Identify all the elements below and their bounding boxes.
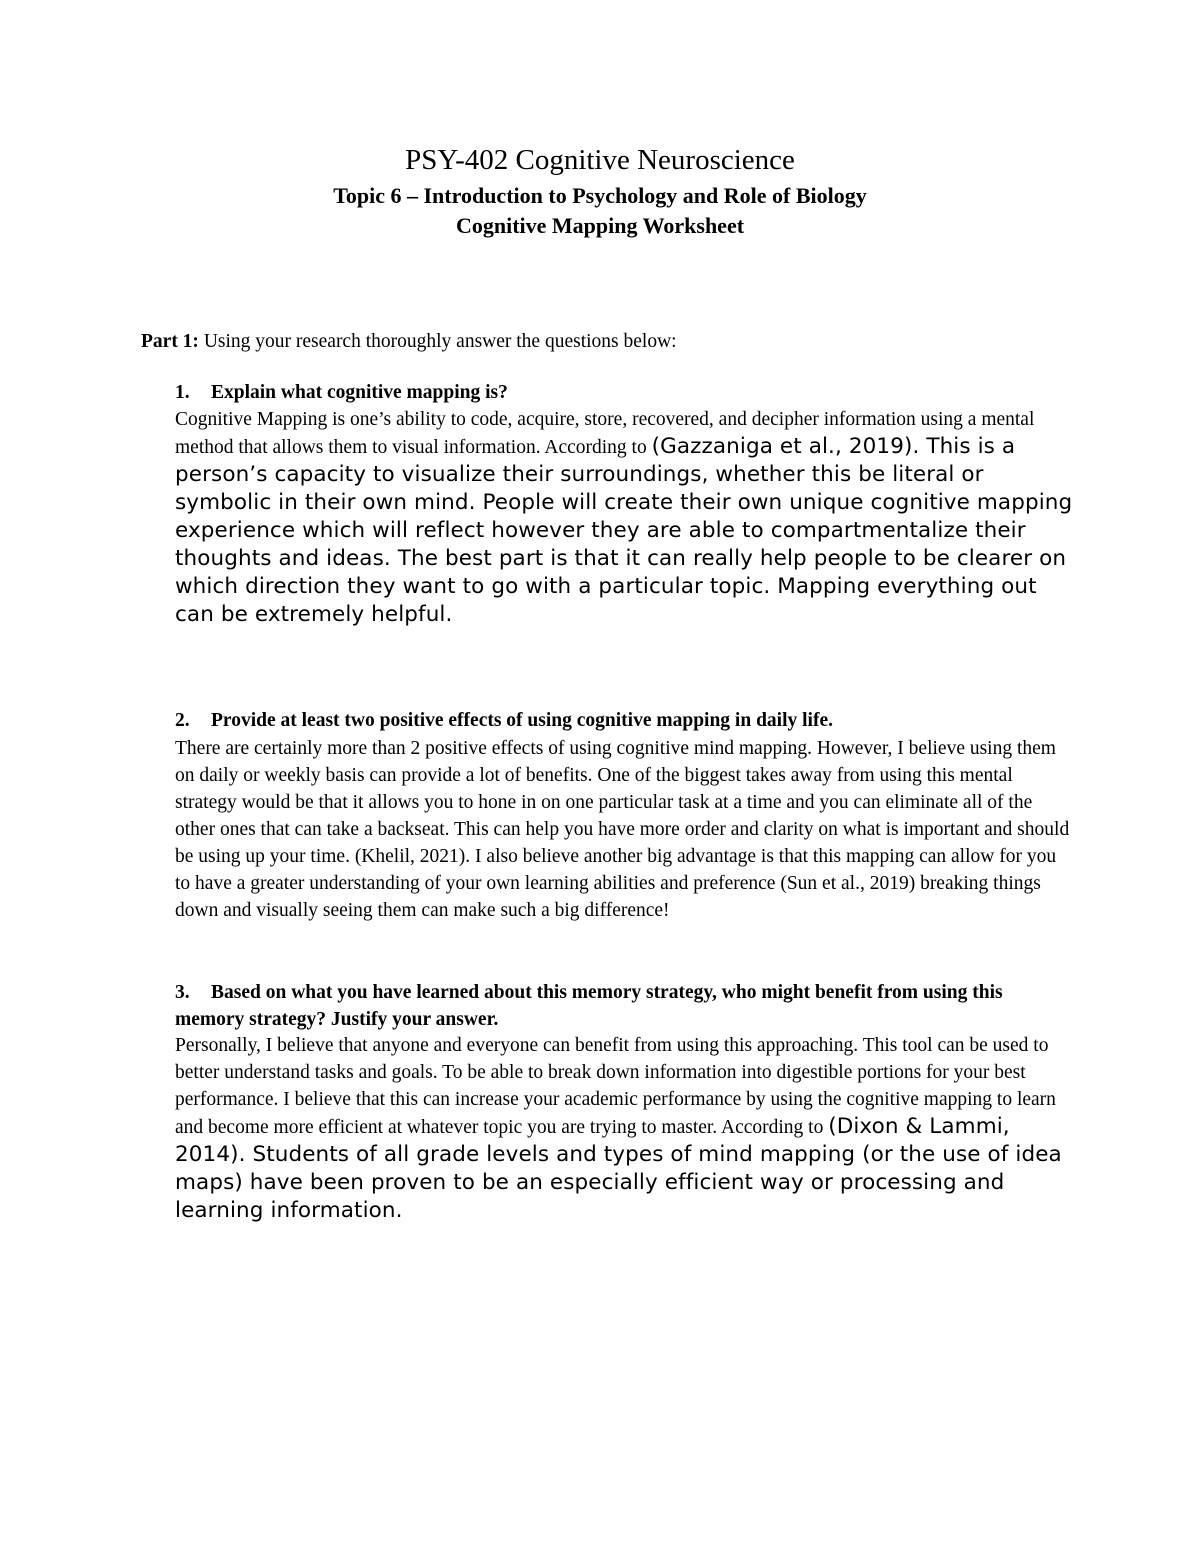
answer-3 [175, 1032, 1065, 1225]
part-1-label: Part 1: [141, 331, 199, 352]
question-3 [175, 979, 1055, 1033]
question-1 [175, 379, 1075, 406]
answer-3-sans-text: (Dixon & Lammi, 2014). Students of all grade levels and types of mind mapping (or the use of idea maps) have been proven to be an especially efficient way or processing and learning information. [175, 1114, 1062, 1223]
answer-1-serif-text: Cognitive Mapping is one’s ability to code, acquire, store, recovered, and decipher information using a mental method that allows them to visual information. According to [175, 409, 1035, 458]
answer-2-serif-text: There are certainly more than 2 positive effects of using cognitive mind mapping. However, I believe using them on daily or weekly basis can provide a lot of benefits. One of the biggest takes away from using this mental strategy would be that it allows you to hone in on one particular task at a time and you can eliminate all of the other ones that can take a backseat. This can help you have more order and clarity on what is important and should be using up your time. (Khelil, 2021). I also believe another big advantage is that this mapping can allow for you to have a greater understanding of your own learning abilities and preference (Sun et al., 2019) breaking things down and visually seeing them can make such a big difference! [175, 738, 1070, 921]
answer-3-serif-text: Personally, I believe that anyone and everyone can benefit from using this approaching. This tool can be used to better understand tasks and goals. To be able to break down information into digestible portions for your best performance. I believe that this can increase your academic performance by using the cognitive mapping to learn and become more efficient at whatever topic you are trying to master. According to [175, 1035, 1056, 1138]
answer-1-sans-text: (Gazzaniga et al., 2019). This is a person’s capacity to visualize their surroundings, whether this be literal or symbolic in their own mind. People will create their own unique cognitive mapping experience which will reflect however they are able to compartmentalize their thoughts and ideas. The best part is that it can really help people to be clearer on which direction they want to go with a particular topic. Mapping everything out can be extremely helpful. [175, 434, 1073, 627]
part-1-instruction [141, 328, 677, 356]
question-2-number: 2. [175, 710, 190, 731]
question-3-number: 3. [175, 982, 190, 1003]
question-2 [175, 707, 1075, 734]
topic-subtitle: Topic 6 – Introduction to Psychology and Role of Biology [333, 183, 867, 208]
page-title: PSY-402 Cognitive Neuroscience [405, 144, 795, 176]
question-3-prompt: Based on what you have learned about this memory strategy, who might benefit from using this memory strategy? Justify your answer. [175, 982, 1003, 1030]
answer-1 [175, 406, 1075, 629]
answer-2 [175, 735, 1075, 924]
question-1-number: 1. [175, 382, 190, 403]
part-1-text: Using your research thoroughly answer the questions below: [198, 331, 677, 352]
worksheet-subtitle: Cognitive Mapping Worksheet [455, 213, 745, 238]
question-1-prompt: Explain what cognitive mapping is? [211, 382, 508, 403]
question-2-prompt: Provide at least two positive effects of using cognitive mapping in daily life. [211, 710, 833, 731]
